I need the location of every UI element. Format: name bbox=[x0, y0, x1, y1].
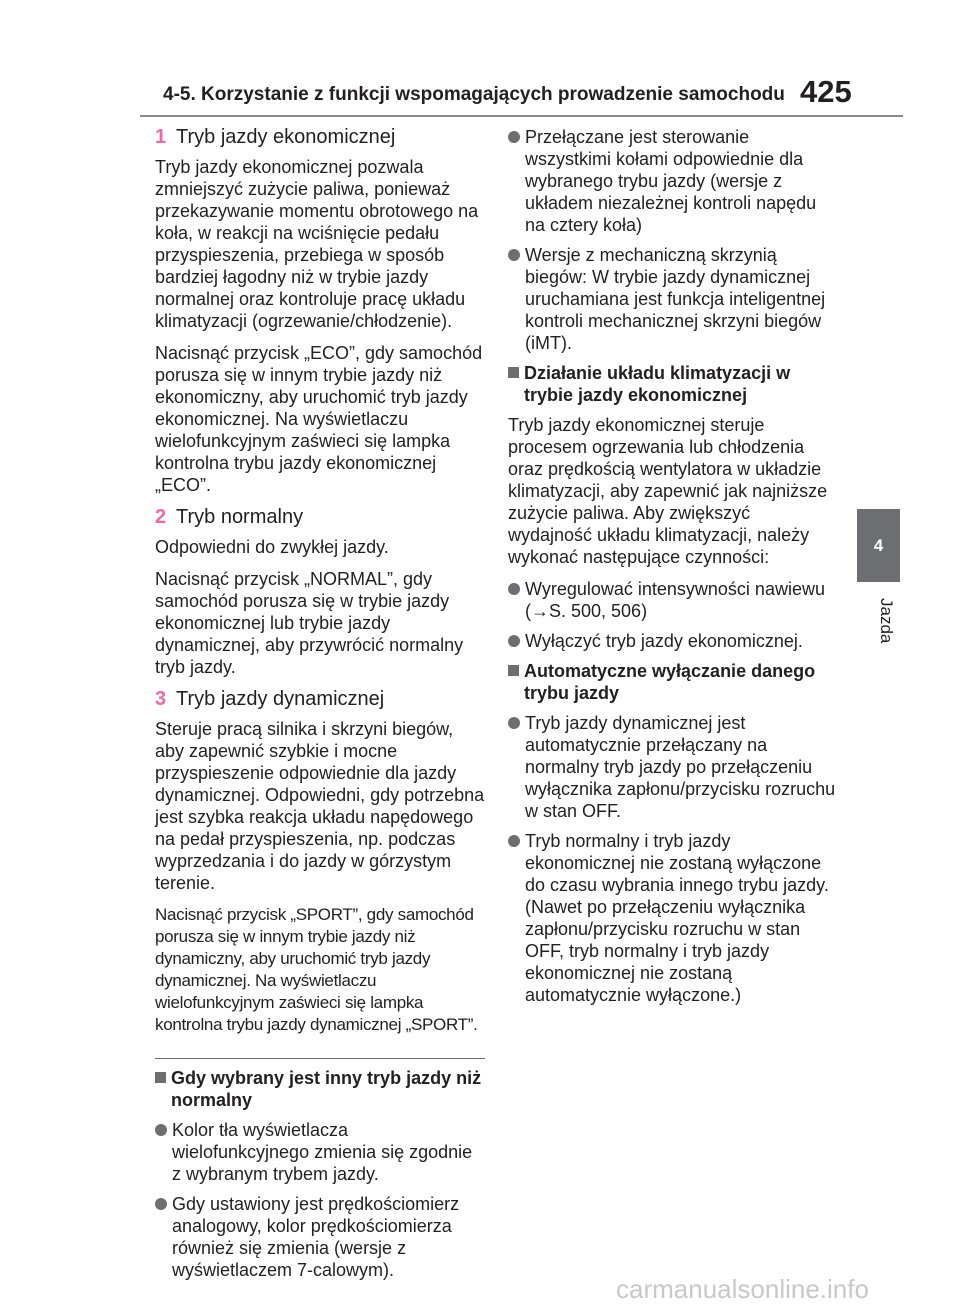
mode-heading-normal bbox=[155, 506, 485, 528]
mode-heading-eco bbox=[155, 126, 485, 148]
mode-title: Tryb jazdy ekonomicznej bbox=[176, 126, 396, 148]
paragraph: Nacisnąć przycisk „ECO”, gdy samochód porusza się w innym trybie jazdy niż ekonomiczny, aby uruchomić tryb jazdy ekonomicznej. Na wyświetlaczu wielofunkcyjnym zaświeci się lampka kontrolna trybu jazdy ekonomicznej „ECO”. bbox=[155, 343, 483, 495]
list-item bbox=[508, 578, 838, 622]
mode-number: 2 bbox=[155, 506, 167, 528]
mode-title: Tryb jazdy dynamicznej bbox=[176, 688, 385, 710]
list-item bbox=[508, 244, 838, 354]
bullet-dot-icon bbox=[508, 717, 520, 729]
chapter-label: Jazda bbox=[877, 598, 896, 644]
section-title: Działanie układu klimatyzacji w trybie jazdy ekonomicznej bbox=[524, 363, 791, 405]
paragraph: Steruje pracą silnika i skrzyni biegów, aby zapewnić szybkie i mocne przyspieszenie odpowiednie dla jazdy dynamicznej. Odpowiedni, gdy potrzebna jest szybka reakcja układu napędowego na pedał przyspieszenia, np. podczas wyprzedzania i do jazdy w górzystym terenie. bbox=[155, 719, 485, 893]
section-title: Automatyczne wyłączanie danego trybu jazdy bbox=[524, 661, 816, 703]
paragraph: Tryb jazdy ekonomicznej pozwala zmniejszyć zużycie paliwa, ponieważ przekazywanie momentu obrotowego na koła, w reakcji na wciśnięcie pedału przyspieszenia, przebiega w sposób bardziej łagodny niż w trybie jazdy normalnej oraz kontroluje pracę układu klimatyzacji (ogrzewanie/chłodzenie). bbox=[155, 157, 479, 331]
paragraph: Nacisnąć przycisk „NORMAL”, gdy samochód porusza się w trybie jazdy ekonomicznej lub trybie jazdy dynamicznej, aby przywrócić normalny tryb jazdy. bbox=[155, 569, 464, 677]
paragraph: Odpowiedni do zwykłej jazdy. bbox=[155, 537, 389, 557]
list-item-text: Przełączane jest sterowanie wszystkimi kołami odpowiednie dla wybranego trybu jazdy (wersje z układem niezależnej kontroli napędu na cztery koła) bbox=[525, 127, 817, 235]
section-title: Gdy wybrany jest inny tryb jazdy niż normalny bbox=[171, 1068, 482, 1110]
list-item bbox=[155, 1119, 485, 1185]
mode-heading-sport bbox=[155, 688, 485, 710]
list-item-text: Tryb jazdy dynamicznej jest automatycznie przełączany na normalny tryb jazdy po przełączeniu wyłącznika zapłonu/przycisku rozruchu w stan OFF. bbox=[525, 713, 836, 821]
list-item bbox=[155, 1193, 485, 1281]
list-item-text: Wersje z mechaniczną skrzynią biegów: W trybie jazdy dynamicznej uruchamiana jest funkcja inteligentnej kontroli mechanicznej skrzyni biegów (iMT). bbox=[525, 245, 826, 353]
list-item bbox=[508, 126, 838, 236]
paragraph: Nacisnąć przycisk „SPORT”, gdy samochód porusza się w innym trybie jazdy niż dynamiczny, aby uruchomić tryb jazdy dynamicznej. Na wyświetlaczu wielofunkcyjnym zaświeci się lampka kontrolna trybu jazdy dynamicznej „SPORT”. bbox=[155, 905, 478, 1034]
section-heading bbox=[155, 1067, 485, 1111]
bullet-dot-icon bbox=[508, 583, 520, 595]
section-divider bbox=[155, 1058, 485, 1059]
list-item-text: Wyłączyć tryb jazdy ekonomicznej. bbox=[525, 631, 803, 651]
mode-title: Tryb normalny bbox=[176, 506, 304, 528]
bullet-dot-icon bbox=[508, 249, 520, 261]
list-item bbox=[508, 630, 838, 652]
chapter-tab: 4 bbox=[857, 509, 900, 582]
bullet-dot-icon bbox=[155, 1198, 167, 1210]
bullet-dot-icon bbox=[155, 1124, 167, 1136]
list-item-text: Kolor tła wyświetlacza wielofunkcyjnego zmienia się zgodnie z wybranym trybem jazdy. bbox=[172, 1120, 473, 1184]
list-item bbox=[508, 830, 838, 1006]
page-number: 425 bbox=[800, 74, 852, 109]
paragraph: Tryb jazdy ekonomicznej steruje procesem ogrzewania lub chłodzenia oraz prędkością wentylatora w układzie klimatyzacji, aby zapewnić jak najniższe zużycie paliwa. Aby zwiększyć wydajność układu klimatyzacji, należy wykonać następujące czynności: bbox=[508, 415, 828, 567]
square-bullet-icon bbox=[508, 367, 519, 378]
list-item-text: Tryb normalny i tryb jazdy ekonomicznej nie zostaną wyłączone do czasu wybrania innego trybu jazdy. (Nawet po przełączeniu wyłącznika zapłonu/przycisku rozruchu w stan OFF, tryb normalny i tryb jazdy ekonomicznej nie zostaną automatycznie wyłączone.) bbox=[525, 831, 829, 1005]
square-bullet-icon bbox=[155, 1072, 166, 1083]
left-column bbox=[155, 126, 485, 1289]
bullet-dot-icon bbox=[508, 635, 520, 647]
section-heading bbox=[508, 362, 838, 406]
list-item-text: Gdy ustawiony jest prędkościomierz analogowy, kolor prędkościomierza również się zmienia (wersje z wyświetlaczem 7-calowym). bbox=[172, 1194, 460, 1280]
square-bullet-icon bbox=[508, 665, 519, 676]
list-item-text: Wyregulować intensywności nawiewu (→S. 500, 506) bbox=[525, 579, 825, 621]
list-item bbox=[508, 712, 838, 822]
right-column bbox=[508, 126, 838, 1014]
mode-number: 3 bbox=[155, 688, 167, 710]
section-heading bbox=[508, 660, 838, 704]
mode-number: 1 bbox=[155, 126, 167, 148]
bullet-dot-icon bbox=[508, 131, 520, 143]
bullet-dot-icon bbox=[508, 835, 520, 847]
header-title: 4-5. Korzystanie z funkcji wspomagających prowadzenie samochodu bbox=[163, 84, 785, 105]
watermark: carmanualsonline.info bbox=[616, 1274, 869, 1304]
header-rule bbox=[140, 115, 903, 117]
